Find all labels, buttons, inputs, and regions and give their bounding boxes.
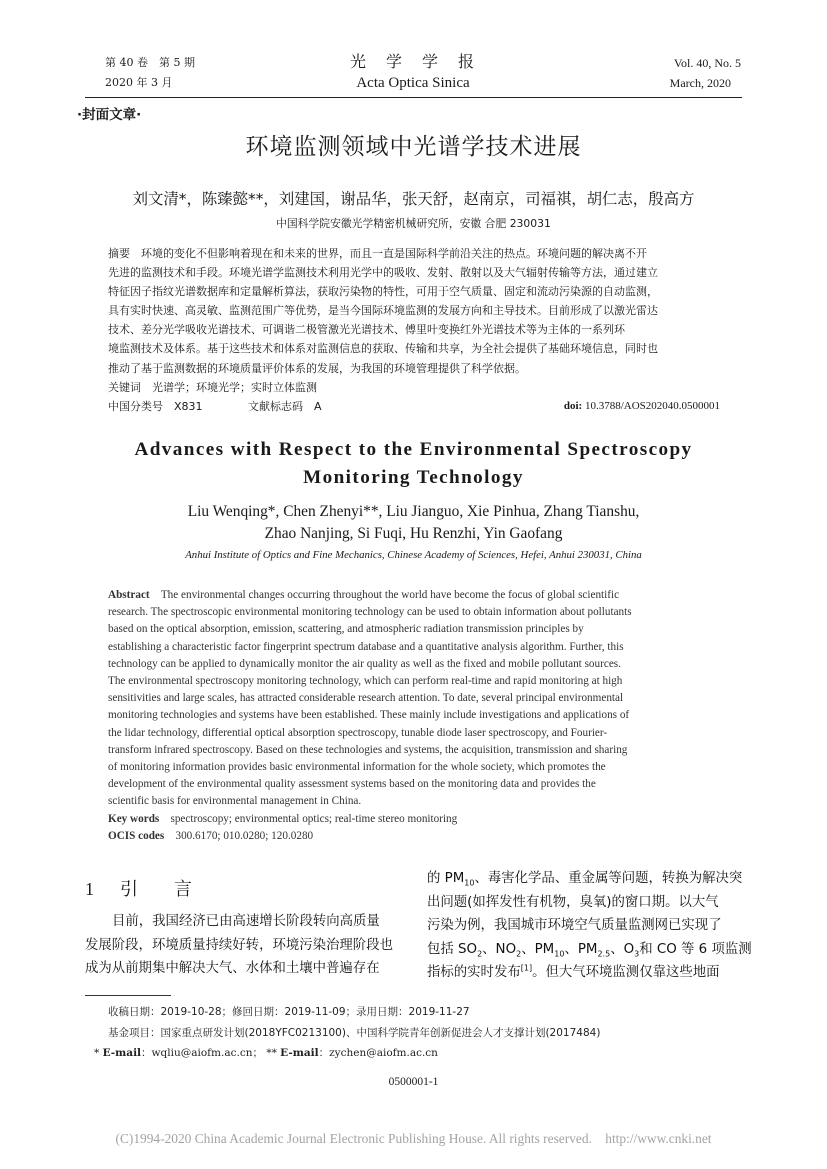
section-title: 引 言 bbox=[120, 879, 192, 900]
authors-en-line1: Liu Wenqing*, Chen Zhenyi**, Liu Jianguo, Xie Pinhua, Zhang Tianshu, bbox=[187, 503, 640, 520]
subscript: 2 bbox=[516, 949, 522, 959]
abstract-cn-line: 具有实时快速、高灵敏、监测范围广等优势，是当今国际环境监测的发展方向和主导技术。目前形成了以激光雷达 bbox=[108, 304, 658, 318]
body-text: 指标的实时发布 bbox=[427, 965, 521, 980]
title-en-line2: Monitoring Technology bbox=[303, 467, 524, 488]
journal-name-en: Acta Optica Sinica bbox=[356, 75, 470, 91]
body-left-column bbox=[85, 910, 411, 981]
body-text: 、PM bbox=[564, 941, 598, 957]
abstract-en-line: transform infrared spectroscopy. Based on these technologies and systems, the acquisition, transmission and sharing bbox=[108, 743, 628, 756]
abstract-en-line: sensitivities and large scales, has attracted considerable research attention. To date, several principal environmental bbox=[108, 692, 624, 705]
subscript: 2.5 bbox=[597, 949, 611, 959]
abstract-en-line: monitoring technologies and systems have been established. These mainly include investigations and applications of bbox=[108, 709, 630, 722]
doi-link[interactable]: 10.3788/AOS202040.0500001 bbox=[584, 399, 720, 412]
section-number: 1 bbox=[85, 879, 94, 899]
email-label: E-mail bbox=[102, 1047, 142, 1059]
body-text: 包括 SO bbox=[427, 941, 478, 957]
abstract-en-line: research. The spectroscopic environmental monitoring technology can be used to obtain information about pollutants bbox=[108, 606, 632, 619]
affiliation-en: Anhui Institute of Optics and Fine Mechanics, Chinese Academy of Sciences, Hefei, Anhui 230031, China bbox=[185, 549, 642, 561]
copyright-notice: (C)1994-2020 China Academic Journal Electronic Publishing House. All rights reserved. http://www.cnki.net bbox=[115, 1131, 712, 1146]
volume-issue-en: Vol. 40, No. 5 bbox=[673, 56, 741, 70]
footnote-dates: 收稿日期：2019-10-28；修回日期：2019-11-09；录用日期：2019-11-27 bbox=[108, 1006, 470, 1018]
body-text: 的 PM bbox=[427, 871, 465, 886]
abstract-en-line: establishing a characteristic factor fingerprint spectrum database and a quantitative analysis algorithm. Further, this bbox=[108, 640, 624, 653]
footnote-emails bbox=[94, 1046, 438, 1061]
footnote-funding: 基金项目：国家重点研发计划(2018YFC0213100)、中国科学院青年创新促进会人才支撑计划(2017484) bbox=[108, 1027, 601, 1039]
keywords-cn-label: 关键词 bbox=[108, 380, 141, 394]
journal-name-cn: 光 学 学 报 bbox=[349, 52, 476, 71]
title-cn: 环境监测领域中光谱学技术进展 bbox=[245, 134, 582, 160]
abstract-en-line: The environmental spectroscopy monitoring technology, which can perform real-time and rapid monitoring at high bbox=[108, 675, 623, 688]
abstract-en-label: Abstract bbox=[108, 589, 150, 601]
body-line: 污染为例，我国城市环境空气质量监测网已实现了 bbox=[427, 918, 722, 933]
abstract-cn-line: 特征因子指纹光谱数据库和定量解析算法，获取污染物的特性，可用于空气质量、固定和流动污染源的自动监测， bbox=[108, 285, 658, 299]
footnote-star: ** bbox=[266, 1047, 277, 1059]
email-link[interactable]: ：wqliu@aiofm.ac.cn； bbox=[141, 1047, 263, 1059]
keywords-en: spectroscopy; environmental optics; real-time stereo monitoring bbox=[170, 812, 458, 825]
abstract-en-line: based on the optical absorption, emission, scattering, and atmospheric radiation transmission principles by bbox=[108, 623, 584, 636]
body-text: 、O bbox=[610, 941, 635, 957]
page-number: 0500001-1 bbox=[388, 1076, 439, 1088]
body-line: 目前，我国经济已由高速增长阶段转向高质量 bbox=[112, 914, 380, 929]
footnote-rule bbox=[85, 995, 171, 996]
body-line: 发展阶段，环境质量持续好转，环境污染治理阶段也 bbox=[85, 937, 393, 953]
subscript: 10 bbox=[554, 949, 565, 959]
body-line: 成为从前期集中解决大气、水体和土壤中普遍存在 bbox=[85, 961, 380, 976]
body-text: 、NO bbox=[482, 941, 517, 957]
abstract-en bbox=[108, 587, 720, 845]
title-en-line1: Advances with Respect to the Environmental Spectroscopy bbox=[134, 439, 693, 460]
abstract-en-line: The environmental changes occurring throughout the world have become the focus of global scientific bbox=[160, 589, 620, 601]
subscript: 2 bbox=[477, 949, 483, 959]
date-en: March, 2020 bbox=[669, 76, 731, 90]
abstract-cn-line: 环境的变化不但影响着现在和未来的世界，而且一直是国际科学前沿关注的热点。环境问题的解决离不开 bbox=[141, 247, 647, 260]
authors-cn: 刘文清*，陈臻懿**，刘建国，谢品华，张天舒，赵南京，司福祺，胡仁志，殷高方 bbox=[132, 190, 695, 208]
section-heading bbox=[85, 876, 192, 903]
abstract-en-line: development of the environmental quality assessment systems based on the monitoring data and provides the bbox=[108, 778, 596, 791]
abstract-cn-line: 推动了基于监测数据的环境质量评价体系的发展，为我国的环境管理提供了科学依据。 bbox=[108, 361, 526, 375]
subscript: 3 bbox=[634, 949, 640, 959]
doc-code-label: 文献标志码 bbox=[248, 399, 303, 413]
abstract-cn bbox=[108, 244, 720, 416]
authors-en-line2: Zhao Nanjing, Si Fuqi, Hu Renzhi, Yin Gaofang bbox=[264, 525, 563, 542]
body-text: 、PM bbox=[521, 941, 555, 957]
date-cn: 2020 年 3 月 bbox=[105, 76, 173, 89]
subscript: 10 bbox=[464, 878, 475, 888]
keywords-cn: 光谱学；环境光学；实时立体监测 bbox=[152, 380, 317, 394]
abstract-en-line: technology can be applied to dynamically monitor the air quality as well as the fixed and mobile pollutant sources. bbox=[108, 657, 621, 670]
email-link[interactable]: ：zychen@aiofm.ac.cn bbox=[318, 1047, 438, 1059]
affiliation-cn: 中国科学院安徽光学精密机械研究所，安徽 合肥 230031 bbox=[276, 217, 551, 230]
email-label: E-mail bbox=[280, 1047, 319, 1059]
abstract-cn-line: 技术、差分光学吸收光谱技术、可调谐二极管激光光谱技术、傅里叶变换红外光谱技术等为主体的一系列环 bbox=[108, 323, 625, 337]
clc-label: 中国分类号 bbox=[108, 399, 163, 413]
abstract-en-line: scientific basis for environmental management in China. bbox=[108, 795, 362, 808]
abstract-en-line: of monitoring information provides basic environmental information for the whole society, which promotes the bbox=[108, 761, 606, 774]
clc-code: X831 bbox=[174, 399, 203, 413]
doc-code: A bbox=[314, 399, 322, 413]
keywords-en-label: Key words bbox=[108, 812, 160, 825]
doi-label: doi: bbox=[563, 399, 583, 412]
volume-issue-cn: 第 40 卷 第 5 期 bbox=[105, 56, 195, 69]
abstract-cn-line: 先进的监测技术和手段。环境光谱学监测技术利用光学中的吸收、发射、散射以及大气辐射传输等方法，通过建立 bbox=[108, 266, 658, 280]
header-rule bbox=[85, 97, 742, 98]
body-right-column bbox=[427, 867, 752, 985]
body-text: 、毒害化学品、重金属等问题，转换为解决突 bbox=[474, 871, 743, 886]
abstract-en-line: the lidar technology, differential optical absorption spectroscopy, tunable diode laser spectroscopy, and Fourier- bbox=[108, 726, 608, 739]
citation-link[interactable]: [1] bbox=[520, 963, 533, 973]
abstract-cn-line: 境监测技术及体系。基于这些技术和体系对监测信息的获取、传输和共享，为全社会提供了基础环境信息，同时也 bbox=[108, 342, 658, 356]
ocis-codes: 300.6170; 010.0280; 120.0280 bbox=[175, 829, 314, 842]
article-type: ·封面文章· bbox=[77, 107, 142, 123]
footnote-star: * bbox=[94, 1047, 100, 1059]
body-line: 出问题(如挥发性有机物，臭氧)的窗口期。以大气 bbox=[427, 894, 719, 910]
abstract-cn-label: 摘要 bbox=[108, 247, 130, 260]
ocis-label: OCIS codes bbox=[108, 829, 165, 842]
body-text: 。但大气环境监测仅靠这些地面 bbox=[532, 965, 720, 980]
body-text: 和 CO 等 6 项监测 bbox=[639, 941, 752, 957]
